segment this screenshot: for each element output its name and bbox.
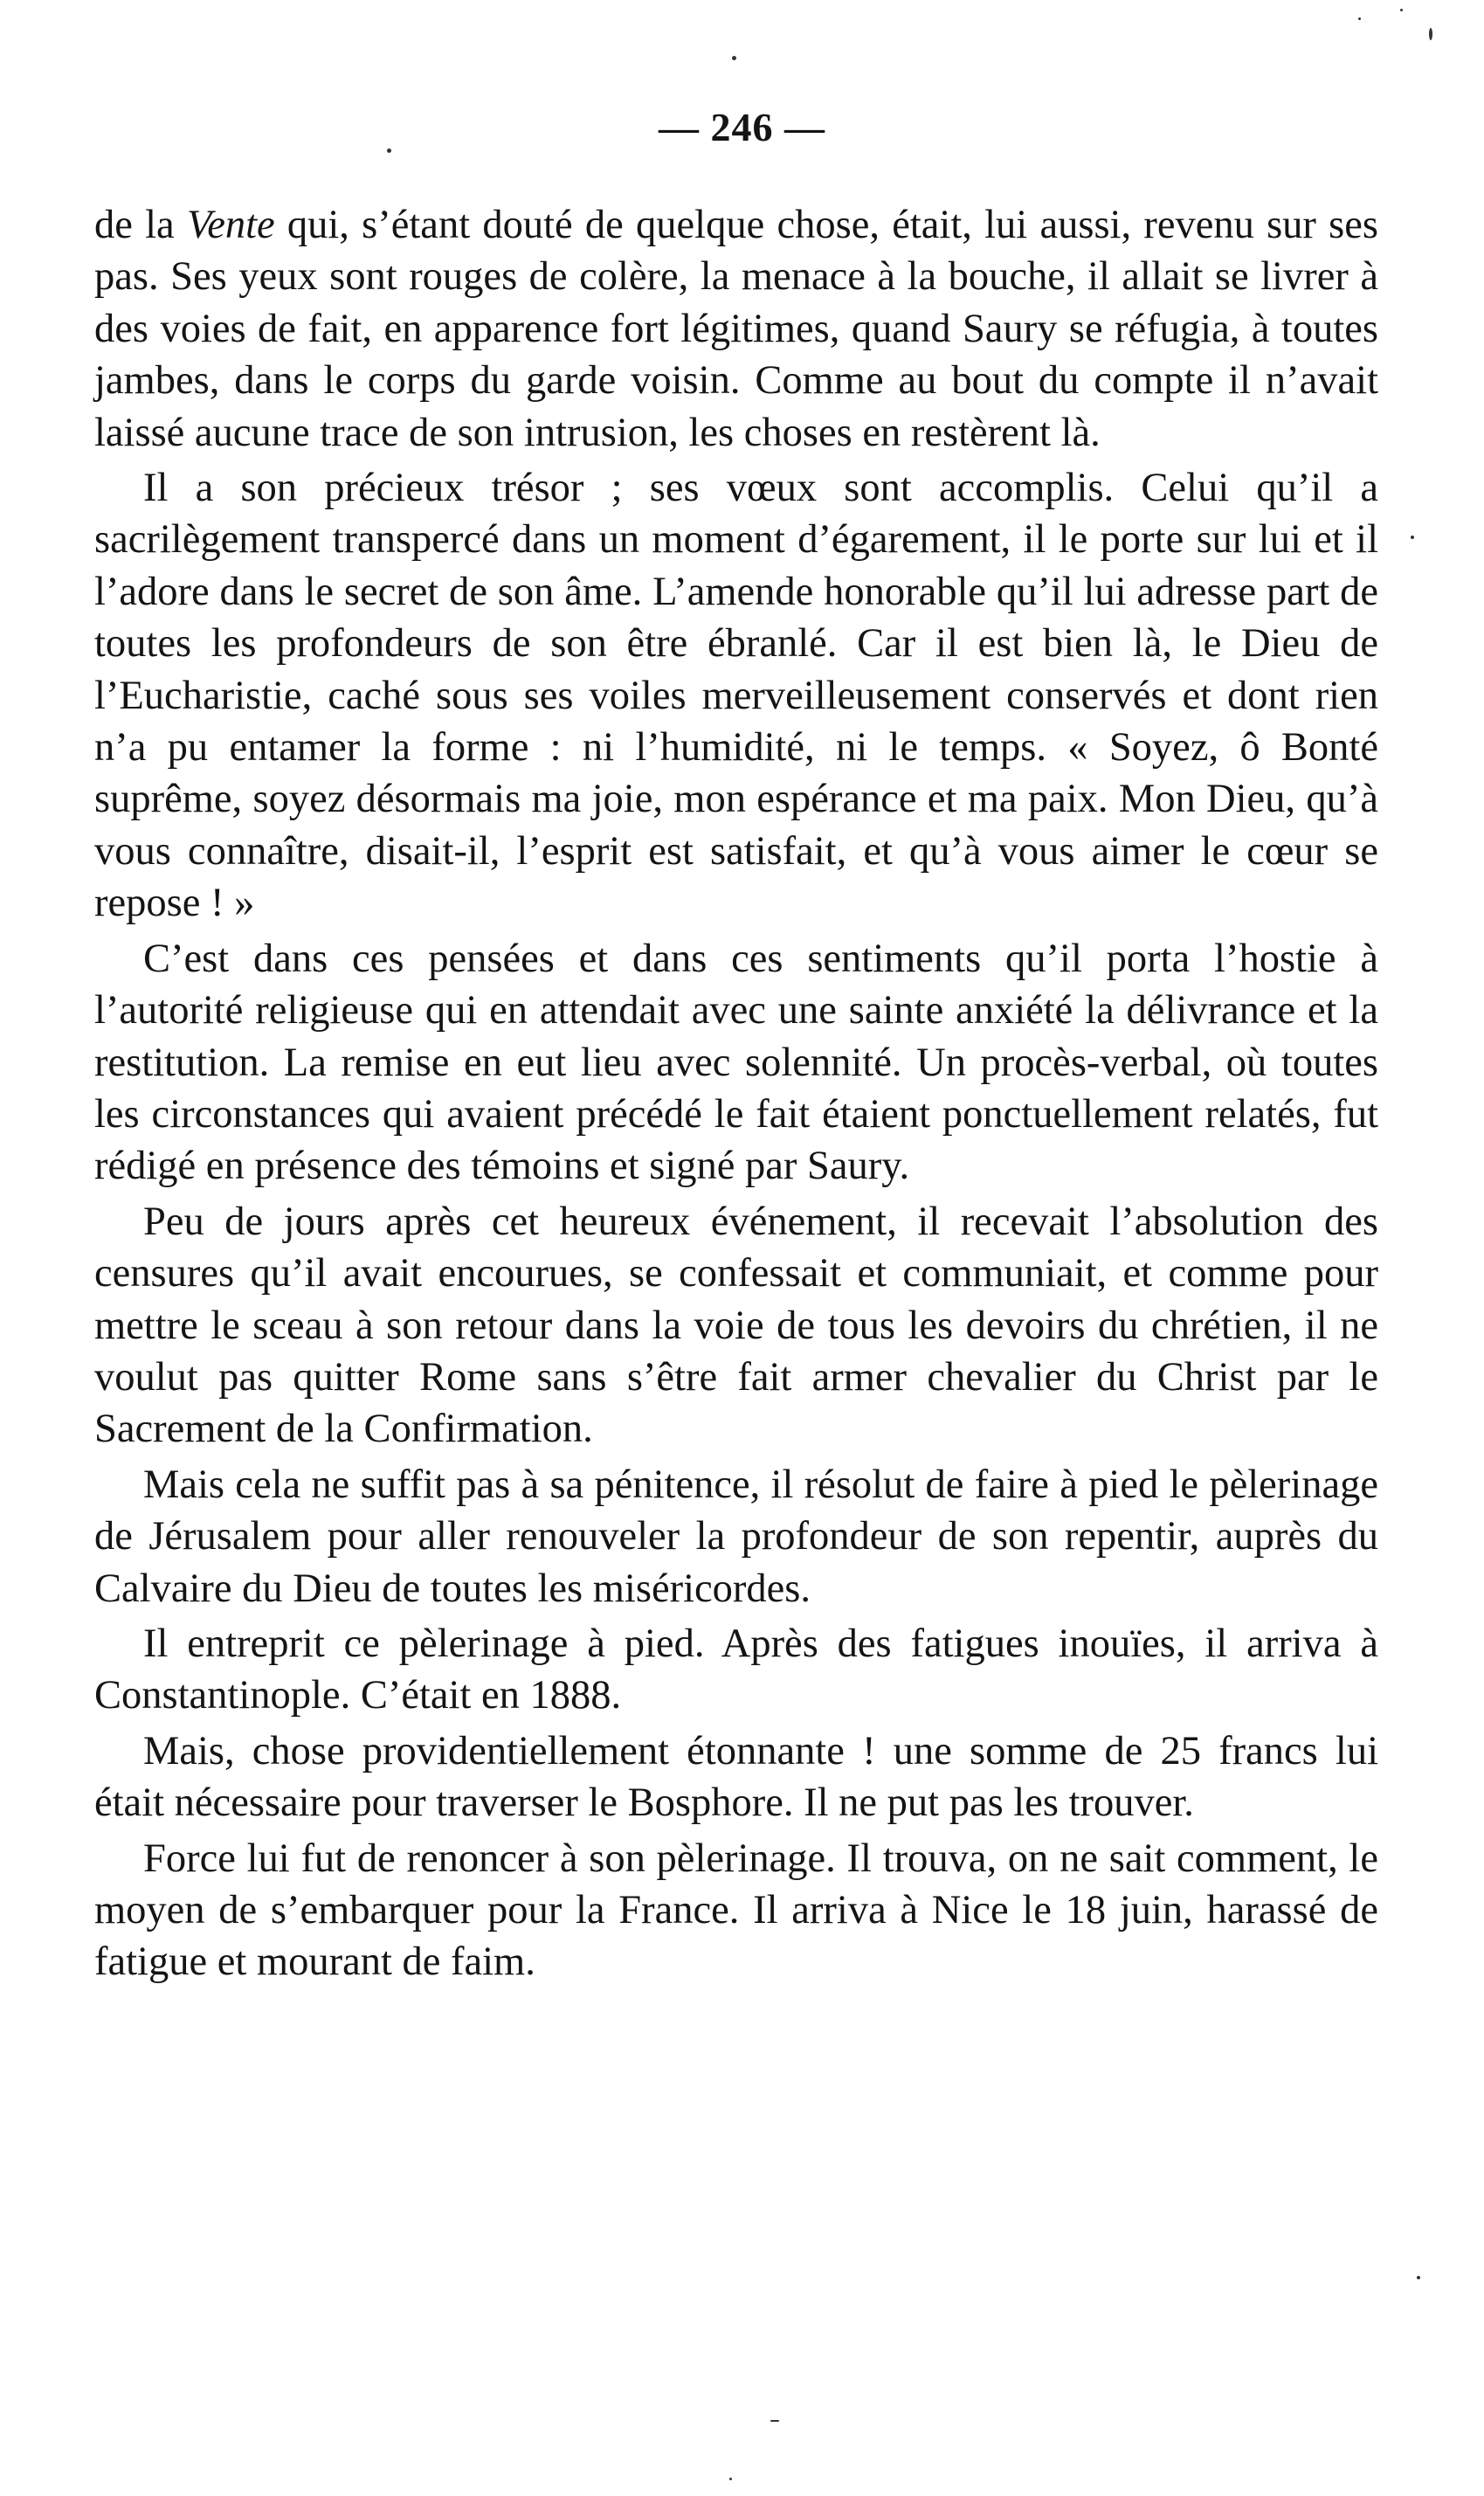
scan-speck (1358, 17, 1361, 20)
scan-speck (770, 2420, 779, 2422)
text-run: de la (94, 203, 187, 247)
paragraph (94, 462, 1378, 930)
page-number: — 246 — (659, 105, 825, 149)
text-run: Il entreprit ce pèlerinage à pied. Après des fatigues inouïes, il arriva à Constantinople. C’était en 1888. (94, 1621, 1378, 1718)
paragraph (94, 1196, 1378, 1455)
paragraph (94, 933, 1378, 1193)
paragraph (94, 1725, 1378, 1829)
scan-speck (1411, 536, 1414, 539)
text-run: Mais, chose providentiellement étonnante ! une somme de 25 francs lui était nécessaire pour traverser le Bosphore. Il ne put pas les trouver. (94, 1728, 1378, 1826)
text-run: Il a son précieux trésor ; ses vœux sont accomplis. Celui qu’il a sacrilègement transpercé dans un moment d’égarement, il le porte sur lui et il l’adore dans le secret de son âme. L’amende honorable qu’il lui adresse part de toutes les profondeurs de son être ébranlé. Car il est bien là, le Dieu de l’Eucharistie, caché sous ses voiles merveilleusement conservés et dont rien n’a pu entamer la forme : ni l’humidité, ni le temps. « Soyez, ô Bonté suprême, soyez désormais ma joie, mon espérance et ma paix. Mon Dieu, qu’à vous connaître, disait-il, l’esprit est satisfait, et qu’à vous aimer le cœur se repose ! » (94, 466, 1378, 926)
scan-speck (387, 149, 391, 153)
text-run: qui, s’étant douté de quelque chose, était, lui aussi, revenu sur ses pas. Ses yeux sont rouges de colère, la menace à la bouche, il allait se livrer à des voies de fait, en apparence fort légitimes, quand Saury se réfugia, à toutes jambes, dans le corps du garde voisin. Comme au bout du compte il n’avait laissé aucune trace de son intrusion, les choses en restèrent là. (94, 203, 1378, 455)
scan-speck (1400, 9, 1403, 11)
text-run: Mais cela ne suffit pas à sa pénitence, il résolut de faire à pied le pèlerinage de Jérusalem pour aller renouveler la profondeur de son repentir, auprès du Calvaire du Dieu de toutes les miséricordes. (94, 1462, 1378, 1611)
scan-speck (1429, 28, 1432, 40)
scan-speck (729, 2478, 732, 2480)
paragraph (94, 199, 1378, 459)
text-run: Force lui fut de renoncer à son pèlerinage. Il trouva, on ne sait comment, le moyen de s’embarquer pour la France. Il arriva à Nice le 18 juin, harassé de fatigue et mourant de faim. (94, 1836, 1378, 1985)
scan-speck (732, 56, 736, 60)
text-run: C’est dans ces pensées et dans ces sentiments qu’il porta l’hostie à l’autorité religieuse qui en attendait avec une sainte anxiété la délivrance et la restitution. La remise en eut lieu avec solennité. Un procès-verbal, où toutes les circonstances qui avaient précédé le fait étaient ponctuellement relatés, fut rédigé en présence des témoins et signé par Saury. (94, 936, 1378, 1189)
paragraph (94, 1459, 1378, 1614)
italic-text-run: Vente (186, 203, 275, 247)
paragraph (94, 1618, 1378, 1722)
scan-speck (1417, 2276, 1420, 2279)
body-text (94, 199, 1378, 1988)
text-run: Peu de jours après cet heureux événement, il recevait l’absolution des censures qu’il avait encourues, se confessait et communiait, et comme pour mettre le sceau à son retour dans la voie de tous les devoirs du chrétien, il ne voulut pas quitter Rome sans s’être fait armer chevalier du Christ par le Sacrement de la Confirmation. (94, 1199, 1378, 1452)
paragraph (94, 1833, 1378, 1988)
